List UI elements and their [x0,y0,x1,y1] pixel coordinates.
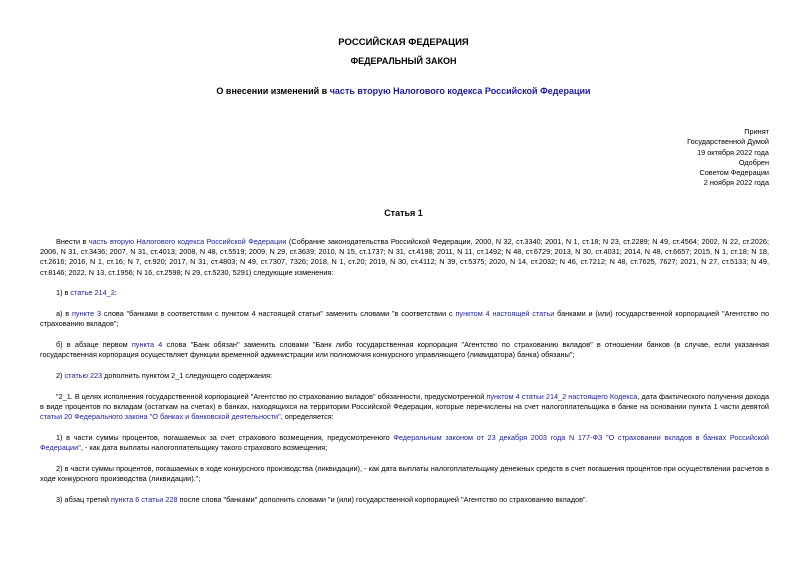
title-prefix: О внесении изменений в [216,86,330,96]
text: (Собрание законодательства Российской Федерации, 2000, N 32, ст.3340; 2001, N 1, ст.18; N 23, ст.2289; N 49, ст.4564; 2002, N 22, ст.2026; 2006, N 31, ст.3436; 2007, N 31, ст.4013; 2008, N 48, ст.5519; 2009, N 29, ст.3639; 2010, N 15, ст.1737; N 31, ст.4198; 2011, N 11, ст.1492; N 48, ст.6729; 2013, N 30, ст.4031; 2014, N 48, ст.6657; 2015, N 1, ст.18; N 18, ст.2616; 2016, N 1, ст.16; N 7, ст.920; 2017, N 31, ст.4803; N 49, ст.7307, 7326; 2018, N 1, ст.20; 2019, N 30, ст.4112; N 39, ст.5375; 2020, N 14, ст.2032; N 46, ст.7212; N 48, ст.7625, 7627; 2021, N 27, ст.5133; N 49, ст.8146; 2022, N 13, ст.1956; N 16, ст.2598; N 29, ст.5230, 5291) следующие изменения: [40,237,770,277]
paragraph-2 [40,371,769,381]
subparagraph-1 [40,433,769,453]
acceptance-line: 19 октября 2022 года [697,147,769,157]
text: : [114,288,117,298]
acceptance-line: Одобрен [738,157,769,167]
link-point-4-article-214-2[interactable]: пунктом 4 статьи 214_2 настоящего Кодекса [486,392,638,401]
text: банками и (или) государственной корпорацией "Агентство по страхованию вкладов"; [40,309,769,329]
paragraph-b [40,340,769,360]
text: 2) [56,371,65,381]
link-point-4[interactable]: пункта 4 [131,340,163,350]
paragraph-2-1 [40,392,769,423]
acceptance-line: Советом Федерации [699,168,769,178]
link-article-214-2[interactable]: статье 214_2 [70,288,115,298]
text: слова "банками в соответствии с пунктом 4 настоящей статьи" заменить словами "в соответствии с [101,309,456,319]
text: Внести в [56,237,89,246]
text: б) в абзаце первом [56,340,132,350]
text: слова "Банк обязан" заменить словами "Банк либо государственная корпорация "Агентство по страхованию вкладов" в отношении банков (в случае, если указанная государственная корпорация осуществляет функции временной администрации или полномочия конкурсного управляющего (ликвидатора) банка) обязаны"; [40,340,769,360]
text: 3) абзац третий [56,495,111,505]
link-article-223[interactable]: статью 223 [64,371,103,381]
link-tax-code[interactable]: часть вторую Налогового кодекса Российской Федерации [88,237,287,246]
subparagraph-2: 2) в части суммы процентов, погашаемых в ходе конкурсного производства (ликвидации), - как дата выплаты налогоплательщику денежных средств в счет погашения процентов при осуществлении расчетов в ходе конкурсного производства (ликвидации)."; [40,464,769,484]
doc-type-heading: ФЕДЕРАЛЬНЫЙ ЗАКОН [350,56,457,66]
link-article-20-banking-law[interactable]: статьи 20 Федерального закона "О банках и банковской деятельности" [40,412,281,422]
article-heading: Статья 1 [384,208,423,218]
country-heading: РОССИЙСКАЯ ФЕДЕРАЦИЯ [338,37,469,48]
acceptance-line: Принят [744,127,769,136]
article-body [40,237,769,505]
text: дополнить пунктом 2_1 следующего содержания: [102,371,273,381]
text: после слова "банками" дополнить словами "и (или) государственной корпорацией "Агентство по страхованию вкладов". [177,495,588,505]
link-federal-law-177[interactable]: Федеральным законом от 23 декабря 2003 года N 177-ФЗ "О страховании вкладов в банках Российской Федерации" [40,433,769,453]
link-point-6-article-228[interactable]: пункта 6 статьи 228 [110,495,178,505]
text: а) в [56,309,72,319]
paragraph-3 [40,495,769,505]
acceptance-line: Государственной Думой [687,137,769,147]
acceptance-block [687,127,769,189]
text: "2_1. В целях исполнения государственной корпорацией "Агентство по страхованию вкладов" обязанности, предусмотренной [56,392,487,401]
text: , дата фактического получения дохода в виде процентов по вкладам (остаткам на счетах) в банках, находящихся на территории Российской Федерации, которые перечислены на счет налогоплательщика в банке на основании пункта 1 части девятой [40,392,770,412]
paragraph-intro [40,237,769,278]
title-link[interactable]: часть вторую Налогового кодекса Российской Федерации [329,86,591,96]
link-point-3[interactable]: пункте 3 [71,309,102,319]
text: , - как дата выплаты налогоплательщику такого страхового возмещения; [80,443,328,453]
text: , определяется: [280,412,334,422]
document-title [0,86,807,96]
text: 1) в части суммы процентов, погашаемых за счет страхового возмещения, предусмотренного [56,433,394,443]
acceptance-line: 2 ноября 2022 года [703,178,769,188]
paragraph-1 [40,288,769,298]
link-point-4-article[interactable]: пунктом 4 настоящей статьи [455,309,555,319]
paragraph-a [40,309,769,329]
text: 1) в [56,288,71,298]
